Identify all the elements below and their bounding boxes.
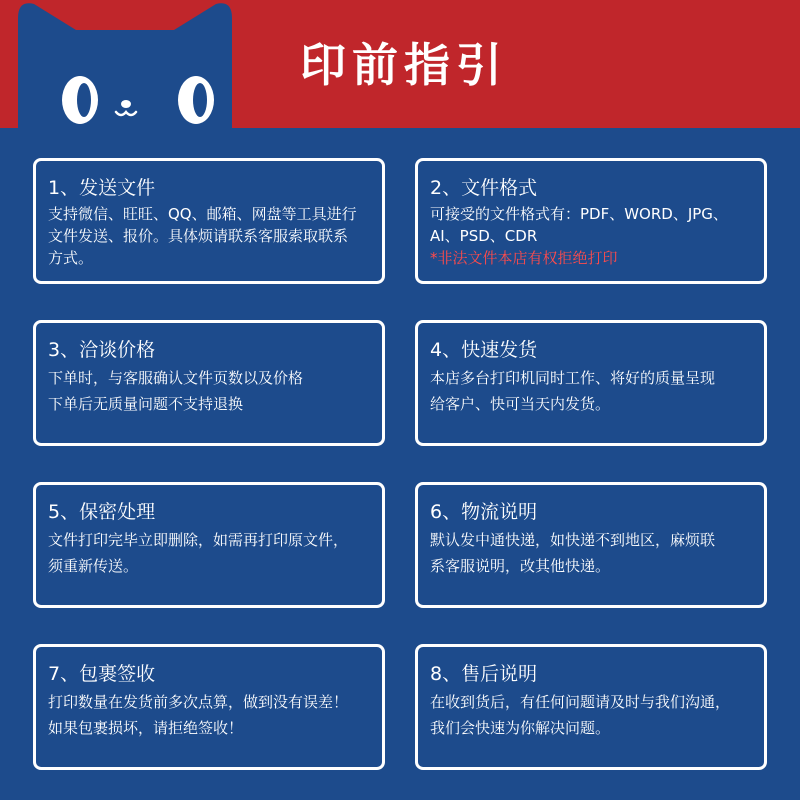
card-text-line: 默认发中通快递，如快递不到地区，麻烦联	[430, 531, 716, 549]
card-fast-shipping	[415, 320, 767, 446]
card-text-line: 文件打印完毕立即删除，如需再打印原文件，	[48, 531, 349, 549]
card-confidentiality	[33, 482, 385, 608]
card-title: 5、保密处理	[48, 501, 156, 523]
card-text-line: 本店多台打印机同时工作、将好的质量呈现	[430, 369, 716, 387]
card-send-files	[33, 158, 385, 284]
card-title: 4、快速发货	[430, 339, 538, 361]
card-file-format	[415, 158, 767, 284]
card-title: 3、洽谈价格	[48, 339, 156, 361]
card-text-line: AI、PSD、CDR	[430, 227, 538, 245]
card-text-line: 我们会快速为你解决问题。	[430, 719, 611, 737]
card-title: 8、售后说明	[430, 663, 538, 685]
warning-text: *非法文件本店有权拒绝打印	[430, 249, 618, 267]
card-text-line: 打印数量在发货前多次点算，做到没有误差！	[48, 693, 349, 711]
card-title: 6、物流说明	[430, 501, 538, 523]
card-after-sales	[415, 644, 767, 770]
card-title: 2、文件格式	[430, 177, 538, 199]
card-price-negotiation	[33, 320, 385, 446]
card-title: 1、发送文件	[48, 177, 156, 199]
card-text-line: 下单后无质量问题不支持退换	[48, 395, 244, 413]
cat-face-icon	[18, 0, 232, 128]
card-title: 7、包裹签收	[48, 663, 156, 685]
card-text-line: 如果包裹损坏，请拒绝签收！	[48, 719, 244, 737]
card-text-line: 须重新传送。	[48, 557, 139, 575]
card-text-line: 给客户、快可当天内发货。	[430, 395, 611, 413]
card-package-receipt	[33, 644, 385, 770]
card-text-line: 在收到货后，有任何问题请及时与我们沟通，	[430, 693, 731, 711]
card-text-line: 下单时，与客服确认文件页数以及价格	[48, 369, 304, 387]
card-text-line: 方式。	[48, 249, 94, 267]
card-text-line: 支持微信、旺旺、QQ、邮箱、网盘等工具进行	[48, 205, 357, 223]
card-text-line: 系客服说明，改其他快递。	[430, 557, 611, 575]
card-text-line: 文件发送、报价。具体烦请联系客服索取联系	[48, 227, 349, 245]
card-text-line: 可接受的文件格式有：PDF、WORD、JPG、	[430, 205, 728, 223]
page-title: 印前指引	[300, 38, 508, 92]
card-logistics	[415, 482, 767, 608]
